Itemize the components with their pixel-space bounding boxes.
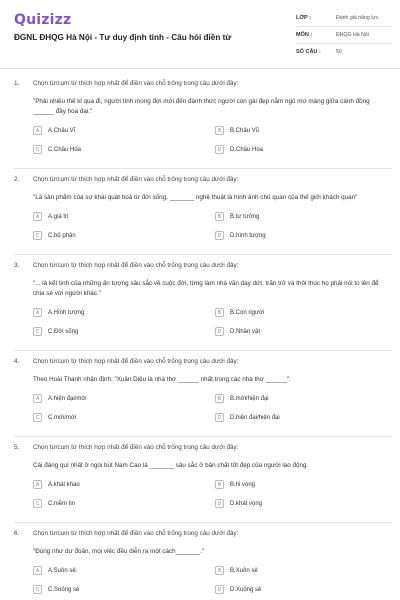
- option-letter-box: D: [215, 413, 224, 422]
- option-letter-box: C: [33, 585, 42, 594]
- option-d[interactable]: [215, 498, 391, 509]
- question-header: [14, 444, 392, 451]
- option-a[interactable]: [33, 479, 215, 490]
- option-text: D.khát vọng: [230, 500, 263, 507]
- options-grid: [33, 211, 391, 241]
- option-d[interactable]: [215, 584, 391, 595]
- question-divider: [14, 168, 392, 169]
- option-letter-box: B: [215, 126, 224, 135]
- option-text: A.Châu Vĩ: [48, 127, 76, 134]
- option-text: D.hình tượng: [230, 232, 266, 239]
- option-d[interactable]: [215, 412, 391, 423]
- option-a[interactable]: [33, 307, 215, 318]
- option-c[interactable]: [33, 584, 215, 595]
- worksheet-header: [0, 0, 400, 69]
- question-text: Theo Hoài Thanh nhận định: "Xuân Diệu là nhà thơ ______ nhất trong các nhà thơ ______".: [33, 376, 291, 383]
- option-text: C.bộ phận: [48, 232, 76, 239]
- meta-label: SỐ CÂU :: [296, 49, 321, 55]
- option-d[interactable]: [215, 144, 391, 155]
- option-text: C.Suông sẻ: [48, 586, 80, 593]
- question-divider: [14, 350, 392, 351]
- question-header: [14, 80, 392, 87]
- meta-row-count: [296, 44, 392, 60]
- worksheet-title: ĐGNL ĐHQG Hà Nội - Tư duy định tính - Câu hỏi điền từ: [14, 33, 232, 42]
- option-letter-box: A: [33, 394, 42, 403]
- meta-row-class: [296, 10, 392, 27]
- option-letter-box: A: [33, 566, 42, 575]
- options-grid: [33, 393, 391, 423]
- option-b[interactable]: [215, 211, 391, 222]
- question-text: "... là kết tinh của những ấn tượng sâu sắc về cuộc đời, từng làm nhà văn day dứt, trăn trở và thôi thúc họ phải nói to lên để chia sẻ với người khác.": [33, 280, 379, 297]
- meta-value: ĐHQG Hà Nội: [336, 32, 369, 38]
- question-prompt: Chọn từ/cụm từ thích hợp nhất để điền vào chỗ trống trong câu dưới đây:: [33, 530, 239, 537]
- question-text: "Đúng như dự đoán, mọi việc đều diễn ra một cách_______.": [33, 548, 205, 555]
- option-text: D.Nhân vật: [230, 328, 261, 335]
- option-letter-box: A: [33, 212, 42, 221]
- option-text: B.hi vọng: [230, 481, 256, 488]
- option-text: B.tư tưởng: [230, 213, 260, 220]
- question-1: [14, 80, 392, 155]
- option-letter-box: B: [215, 566, 224, 575]
- option-letter-box: D: [215, 231, 224, 240]
- meta-value: Đánh giá năng lực: [336, 15, 379, 21]
- option-b[interactable]: [215, 393, 391, 404]
- option-text: A.Hình tượng: [48, 309, 85, 316]
- option-c[interactable]: [33, 498, 215, 509]
- option-a[interactable]: [33, 211, 215, 222]
- meta-label: LỚP :: [296, 15, 311, 21]
- option-letter-box: B: [215, 394, 224, 403]
- question-4: [14, 358, 392, 423]
- question-prompt: Chọn từ/cụm từ thích hợp nhất để điền vào chỗ trống trong câu dưới đây:: [33, 80, 239, 87]
- options-grid: [33, 479, 391, 509]
- option-letter-box: D: [215, 327, 224, 336]
- option-a[interactable]: [33, 393, 215, 404]
- quizizz-logo[interactable]: Quizizz: [14, 12, 72, 28]
- question-number: 6.: [14, 530, 20, 537]
- question-number: 5.: [14, 444, 20, 451]
- option-letter-box: C: [33, 327, 42, 336]
- question-3: [14, 262, 392, 337]
- option-c[interactable]: [33, 412, 215, 423]
- option-text: C.Châu Hóa: [48, 146, 82, 153]
- question-6: [14, 530, 392, 595]
- question-number: 1.: [14, 80, 20, 87]
- option-text: D.Châu Hoa: [230, 146, 264, 153]
- option-c[interactable]: [33, 230, 215, 241]
- option-letter-box: C: [33, 145, 42, 154]
- option-d[interactable]: [215, 230, 391, 241]
- option-text: A.khát khao: [48, 481, 80, 488]
- option-letter-box: A: [33, 480, 42, 489]
- meta-value: 50: [336, 49, 342, 55]
- question-header: [14, 530, 392, 537]
- question-number: 2.: [14, 176, 20, 183]
- option-a[interactable]: [33, 565, 215, 576]
- options-grid: [33, 565, 391, 595]
- options-grid: [33, 125, 391, 155]
- option-text: D.hiện đại/hiện đại: [230, 414, 280, 421]
- option-b[interactable]: [215, 479, 391, 490]
- option-letter-box: B: [215, 212, 224, 221]
- question-prompt: Chọn từ/cụm từ thích hợp nhất để điền vào chỗ trống trong câu dưới đây:: [33, 444, 239, 451]
- question-header: [14, 358, 392, 365]
- question-prompt: Chọn từ/cụm từ thích hợp nhất để điền vào chỗ trống trong câu dưới đây:: [33, 176, 239, 183]
- option-b[interactable]: [215, 565, 391, 576]
- question-header: [14, 262, 392, 269]
- option-letter-box: B: [215, 308, 224, 317]
- option-text: D.Xuông sẻ: [230, 586, 262, 593]
- option-text: A.giá trị: [48, 213, 69, 220]
- option-text: A.Suôn sẻ.: [48, 567, 78, 574]
- question-divider: [14, 254, 392, 255]
- option-letter-box: C: [33, 231, 42, 240]
- meta-row-subject: [296, 27, 392, 44]
- option-letter-box: D: [215, 499, 224, 508]
- option-text: C.niềm tin: [48, 500, 76, 507]
- option-letter-box: A: [33, 308, 42, 317]
- option-b[interactable]: [215, 307, 391, 318]
- question-number: 4.: [14, 358, 20, 365]
- option-text: C.mới/mới: [48, 414, 77, 421]
- option-letter-box: B: [215, 480, 224, 489]
- option-a[interactable]: [33, 125, 215, 136]
- question-header: [14, 176, 392, 183]
- question-text: Cái đáng quí nhất ở ngòi bút Nam Cao là _______ sâu sắc ở bản chất tốt đẹp của người lao động.: [33, 462, 309, 469]
- question-divider: [14, 522, 392, 523]
- option-text: C.Đời sống: [48, 328, 79, 335]
- question-text: "Là sản phẩm của sự khái quát hoá từ đời sống, _______ nghệ thuật là hình ảnh chủ quan của thế giới khách quan": [33, 194, 358, 201]
- option-c[interactable]: [33, 144, 215, 155]
- option-letter-box: A: [33, 126, 42, 135]
- question-prompt: Chọn từ/cụm từ thích hợp nhất để điền vào chỗ trống trong câu dưới đây:: [33, 262, 239, 269]
- option-text: A.hiện đại/mới: [48, 395, 87, 402]
- option-d[interactable]: [215, 326, 391, 337]
- option-text: B.mới/hiện đại: [230, 395, 269, 402]
- option-letter-box: D: [215, 585, 224, 594]
- meta-label: MÔN :: [296, 32, 313, 38]
- option-letter-box: C: [33, 499, 42, 508]
- question-divider: [14, 436, 392, 437]
- option-text: B.Con người: [230, 309, 265, 316]
- option-c[interactable]: [33, 326, 215, 337]
- meta-table: [296, 10, 392, 60]
- question-number: 3.: [14, 262, 20, 269]
- question-5: [14, 444, 392, 509]
- question-text: "Phải nhiều thế kỉ qua đi, người tình mong đợi mới đến đánh thức người con gái đẹp nằm ngủ mơ màng giữa cánh đồng ______ đầy hoa dại.": [33, 98, 370, 115]
- option-letter-box: D: [215, 145, 224, 154]
- options-grid: [33, 307, 391, 337]
- option-text: B.Châu Vũ: [230, 127, 260, 134]
- option-text: B.Xuôn sẻ: [230, 567, 258, 574]
- option-letter-box: C: [33, 413, 42, 422]
- question-prompt: Chọn từ/cụm từ thích hợp nhất để điền vào chỗ trống trong câu dưới đây:: [33, 358, 239, 365]
- question-2: [14, 176, 392, 241]
- option-b[interactable]: [215, 125, 391, 136]
